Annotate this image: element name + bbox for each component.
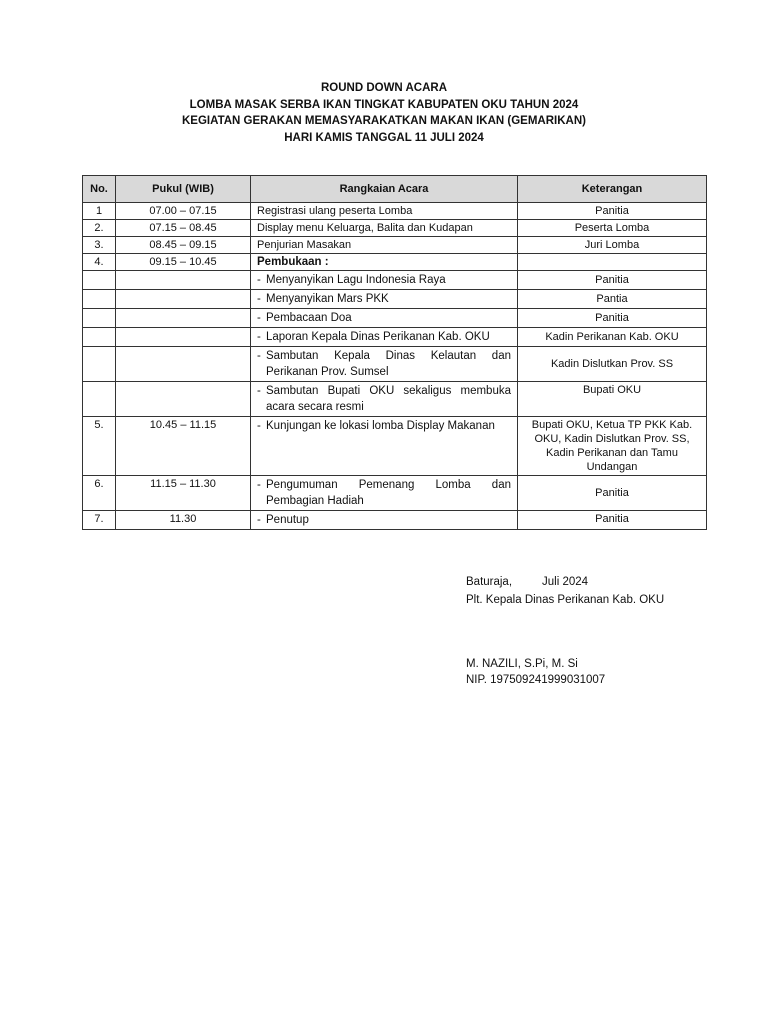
row-number [83,328,116,347]
column-header-note: Keterangan [518,176,707,203]
table-row [83,328,707,347]
row-number: 3. [83,237,116,254]
row-note: Peserta Lomba [518,220,707,237]
row-event [251,271,518,290]
signature-block [466,573,664,609]
item-text: Pembacaan Doa [266,312,352,324]
row-note: Kadin Perikanan Kab. OKU [518,328,707,347]
row-note: Panitia [518,203,707,220]
header-date: HARI KAMIS TANGGAL 11 JULI 2024 [284,131,484,144]
row-number [83,271,116,290]
row-number [83,290,116,309]
row-note: Kadin Dislutkan Prov. SS [518,347,707,382]
signature-city: Baturaja, [466,576,513,588]
signature-position: Plt. Kepala Dinas Perikanan Kab. OKU [466,594,665,606]
rundown-table [82,175,707,530]
table-row [83,347,707,382]
row-time: 09.15 – 10.45 [116,254,251,271]
item-text: Kunjungan ke lokasi lomba Display Makanan [266,420,495,432]
item-dash: - [257,514,261,526]
item-text: Penutup [266,514,309,526]
table-row [83,203,707,220]
row-time: 11.15 – 11.30 [116,476,251,511]
row-time: 07.15 – 08.45 [116,220,251,237]
column-header-event: Rangkaian Acara [251,176,518,203]
item-text: Pengumuman Pemenang Lomba dan Pembagian Hadiah [266,479,511,507]
row-number: 5. [83,417,116,476]
row-note: Juri Lomba [518,237,707,254]
row-number: 7. [83,511,116,530]
item-dash: - [257,331,261,343]
table-header-row [83,176,707,203]
signature-date: Juli 2024 [542,576,589,588]
row-time [116,328,251,347]
table-row [83,382,707,417]
column-header-time: Pukul (WIB) [116,176,251,203]
table-row [83,511,707,530]
row-event: Penjurian Masakan [251,237,518,254]
signatory-nip: NIP. 197509241999031007 [466,674,606,686]
row-time [116,271,251,290]
table-row [83,220,707,237]
row-event: Registrasi ulang peserta Lomba [251,203,518,220]
row-event [251,290,518,309]
row-number [83,347,116,382]
row-note [518,254,707,271]
item-text: Laporan Kepala Dinas Perikanan Kab. OKU [266,331,490,343]
table-row [83,271,707,290]
row-time: 07.00 – 07.15 [116,203,251,220]
table-row [83,237,707,254]
row-number: 1 [83,203,116,220]
item-text: Sambutan Kepala Dinas Kelautan dan Perikanan Prov. Sumsel [266,350,511,378]
row-time [116,309,251,328]
row-time: 11.30 [116,511,251,530]
row-note: Panitia [518,511,707,530]
row-note: Panitia [518,476,707,511]
row-note: Panitia [518,309,707,328]
item-dash: - [257,312,261,324]
row-number: 4. [83,254,116,271]
header-event-name: LOMBA MASAK SERBA IKAN TINGKAT KABUPATEN OKU TAHUN 2024 [189,98,579,111]
row-note: Pantia [518,290,707,309]
column-header-no: No. [83,176,116,203]
row-number [83,309,116,328]
document-header [0,80,768,146]
item-dash: - [257,293,261,305]
item-text: Menyanyikan Lagu Indonesia Raya [266,274,446,286]
row-time [116,382,251,417]
table-row [83,309,707,328]
header-title: ROUND DOWN ACARA [320,82,448,94]
row-time [116,347,251,382]
item-dash: - [257,385,261,397]
item-text: Menyanyikan Mars PKK [266,293,389,305]
row-event: Display menu Keluarga, Balita dan Kudapan [251,220,518,237]
row-event [251,382,518,417]
row-note: Bupati OKU [518,382,707,417]
row-event [251,417,518,476]
signatory-block [466,656,605,688]
item-dash: - [257,350,261,362]
table-row [83,254,707,271]
row-time: 08.45 – 09.15 [116,237,251,254]
row-event [251,347,518,382]
item-dash: - [257,479,261,491]
table-row [83,417,707,476]
table-row [83,476,707,511]
item-dash: - [257,420,261,432]
row-time: 10.45 – 11.15 [116,417,251,476]
header-program-name: KEGIATAN GERAKAN MEMASYARAKATKAN MAKAN IKAN (GEMARIKAN) [182,115,586,127]
row-number: 2. [83,220,116,237]
row-note: Bupati OKU, Ketua TP PKK Kab. OKU, Kadin Dislutkan Prov. SS, Kadin Perikanan dan Tamu Undangan [518,417,707,476]
row-event [251,309,518,328]
row-event [251,476,518,511]
row-number [83,382,116,417]
place-date-line [466,573,664,591]
item-dash: - [257,274,261,286]
signatory-name: M. NAZILI, S.Pi, M. Si [466,658,578,670]
table-row [83,290,707,309]
row-event [251,511,518,530]
row-number: 6. [83,476,116,511]
row-event [251,328,518,347]
row-event: Pembukaan : [251,254,518,271]
item-text: Sambutan Bupati OKU sekaligus membuka acara secara resmi [266,385,511,413]
row-note: Panitia [518,271,707,290]
row-time [116,290,251,309]
